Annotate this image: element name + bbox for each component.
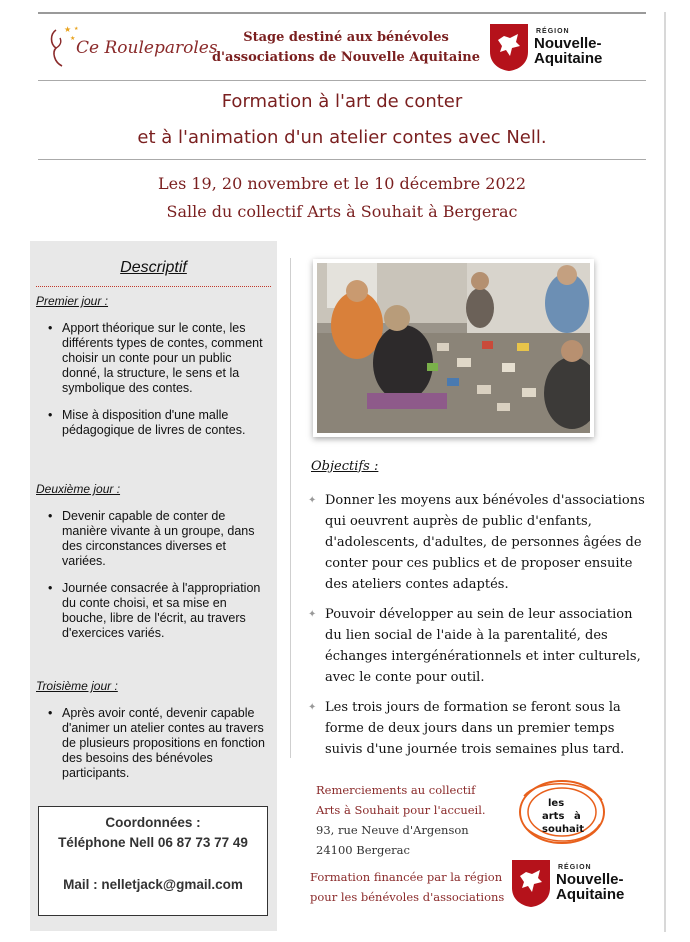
header-note-line1: Stage destiné aux bénévoles	[243, 30, 449, 45]
page-edge	[664, 12, 666, 932]
day2-list	[48, 509, 270, 653]
arts-logo-word-les: les	[548, 798, 565, 809]
list-item: • Après avoir conté, devenir capable d'animer un atelier contes au travers de plusieurs propositions en fonction des besoins des bénévoles participants.	[48, 706, 270, 781]
arts-logo-swirl-icon	[516, 776, 608, 848]
region-label-small: RÉGION	[536, 28, 570, 35]
objectifs-heading: Objectifs :	[311, 459, 379, 474]
heading-underline	[36, 286, 271, 287]
region-label-big	[556, 872, 624, 902]
event-dates: Les 19, 20 novembre et le 10 décembre 2022	[157, 174, 526, 193]
day1-list	[48, 321, 270, 450]
region-label-line2: Aquitaine	[556, 886, 625, 903]
day2-label: Deuxième jour :	[36, 482, 121, 496]
region-logo-bottom	[510, 858, 640, 908]
list-item: • Apport théorique sur le conte, les différents types de contes, comment choisir un conte pour un public donné, la structure, le sens et la symbolique des contes.	[48, 321, 270, 396]
day3-list	[48, 706, 270, 793]
list-item: • Mise à disposition d'une malle pédagogique de livres de contes.	[48, 408, 270, 438]
address-line1: 93, rue Neuve d'Argenson	[316, 823, 469, 837]
arts-logo-word-a: à	[574, 811, 581, 822]
day1-label: Premier jour :	[36, 294, 109, 308]
list-item: • Devenir capable de conter de manière vivante à un groupe, dans des circonstances diverses et variées.	[48, 509, 270, 569]
region-label-line1: Nouvelle-	[556, 871, 624, 888]
region-label-line2: Aquitaine	[534, 50, 603, 67]
address-line2: 24100 Bergerac	[316, 843, 410, 857]
workshop-photo-image	[317, 263, 590, 433]
funding-line2: pour les bénévoles d'associations	[310, 890, 505, 904]
thanks-block	[316, 780, 486, 860]
region-label-small: RÉGION	[558, 864, 592, 871]
list-item: ✦ Les trois jours de formation se feront sous la forme de deux jours dans un premier temps suivis d'une journée trois semaines plus tard.	[308, 697, 650, 760]
rouleparoles-logo	[42, 22, 218, 72]
svg-text:★: ★	[74, 26, 79, 32]
header-note-line2: d'associations de Nouvelle Aquitaine	[211, 50, 481, 65]
contact-mail: Mail : nelletjack@gmail.com	[63, 877, 243, 892]
funding-line1: Formation financée par la région	[310, 870, 503, 884]
rouleparoles-logo-text: Ce Rouleparoles	[76, 38, 218, 58]
region-shield-icon	[488, 22, 530, 72]
arts-logo-word-arts: arts	[542, 811, 565, 822]
contact-heading: Coordonnées :	[105, 815, 201, 830]
top-rule	[38, 12, 646, 14]
arts-a-souhait-logo	[516, 776, 608, 848]
day3-label: Troisième jour :	[36, 679, 118, 693]
svg-text:★: ★	[70, 35, 76, 42]
funding-note	[310, 867, 504, 907]
contact-box	[38, 806, 268, 916]
list-item: • Journée consacrée à l'appropriation du conte choisi, et sa mise en bouche, libre de l'écrit, au travers d'exercices variés.	[48, 581, 270, 641]
column-divider	[290, 258, 291, 758]
svg-text:★: ★	[64, 25, 72, 34]
workshop-photo	[313, 259, 594, 437]
objectifs-list	[308, 490, 650, 769]
region-label-big	[534, 36, 602, 66]
title-line1: Formation à l'art de conter	[221, 91, 463, 112]
thanks-line1: Remerciements au collectif	[316, 783, 476, 797]
list-item: ✦ Pouvoir développer au sein de leur association du lien social de l'aide à la parentalité, des échanges intergénérationnels et inter culturels, avec le conte pour outil.	[308, 604, 650, 688]
contact-phone: Téléphone Nell 06 87 73 77 49	[58, 835, 248, 850]
event-venue: Salle du collectif Arts à Souhait à Bergerac	[166, 202, 518, 221]
arts-logo-word-souhait: souhait	[542, 824, 585, 835]
list-item: ✦ Donner les moyens aux bénévoles d'associations qui oeuvrent auprès de public d'enfants, d'adolescents, d'adultes, de personnes âgées de conter pour ces publics et de proposer ensuite des ateliers contes adaptés.	[308, 490, 650, 595]
title-rule	[38, 159, 646, 160]
region-label-line1: Nouvelle-	[534, 35, 602, 52]
descriptif-heading: Descriptif	[120, 259, 187, 276]
region-shield-icon	[510, 858, 552, 908]
thanks-line2: Arts à Souhait pour l'accueil.	[316, 803, 486, 817]
header-rule	[38, 80, 646, 81]
header-note	[196, 28, 496, 68]
title-line2: et à l'animation d'un atelier contes avec Nell.	[137, 127, 547, 148]
region-logo-top	[488, 22, 618, 72]
